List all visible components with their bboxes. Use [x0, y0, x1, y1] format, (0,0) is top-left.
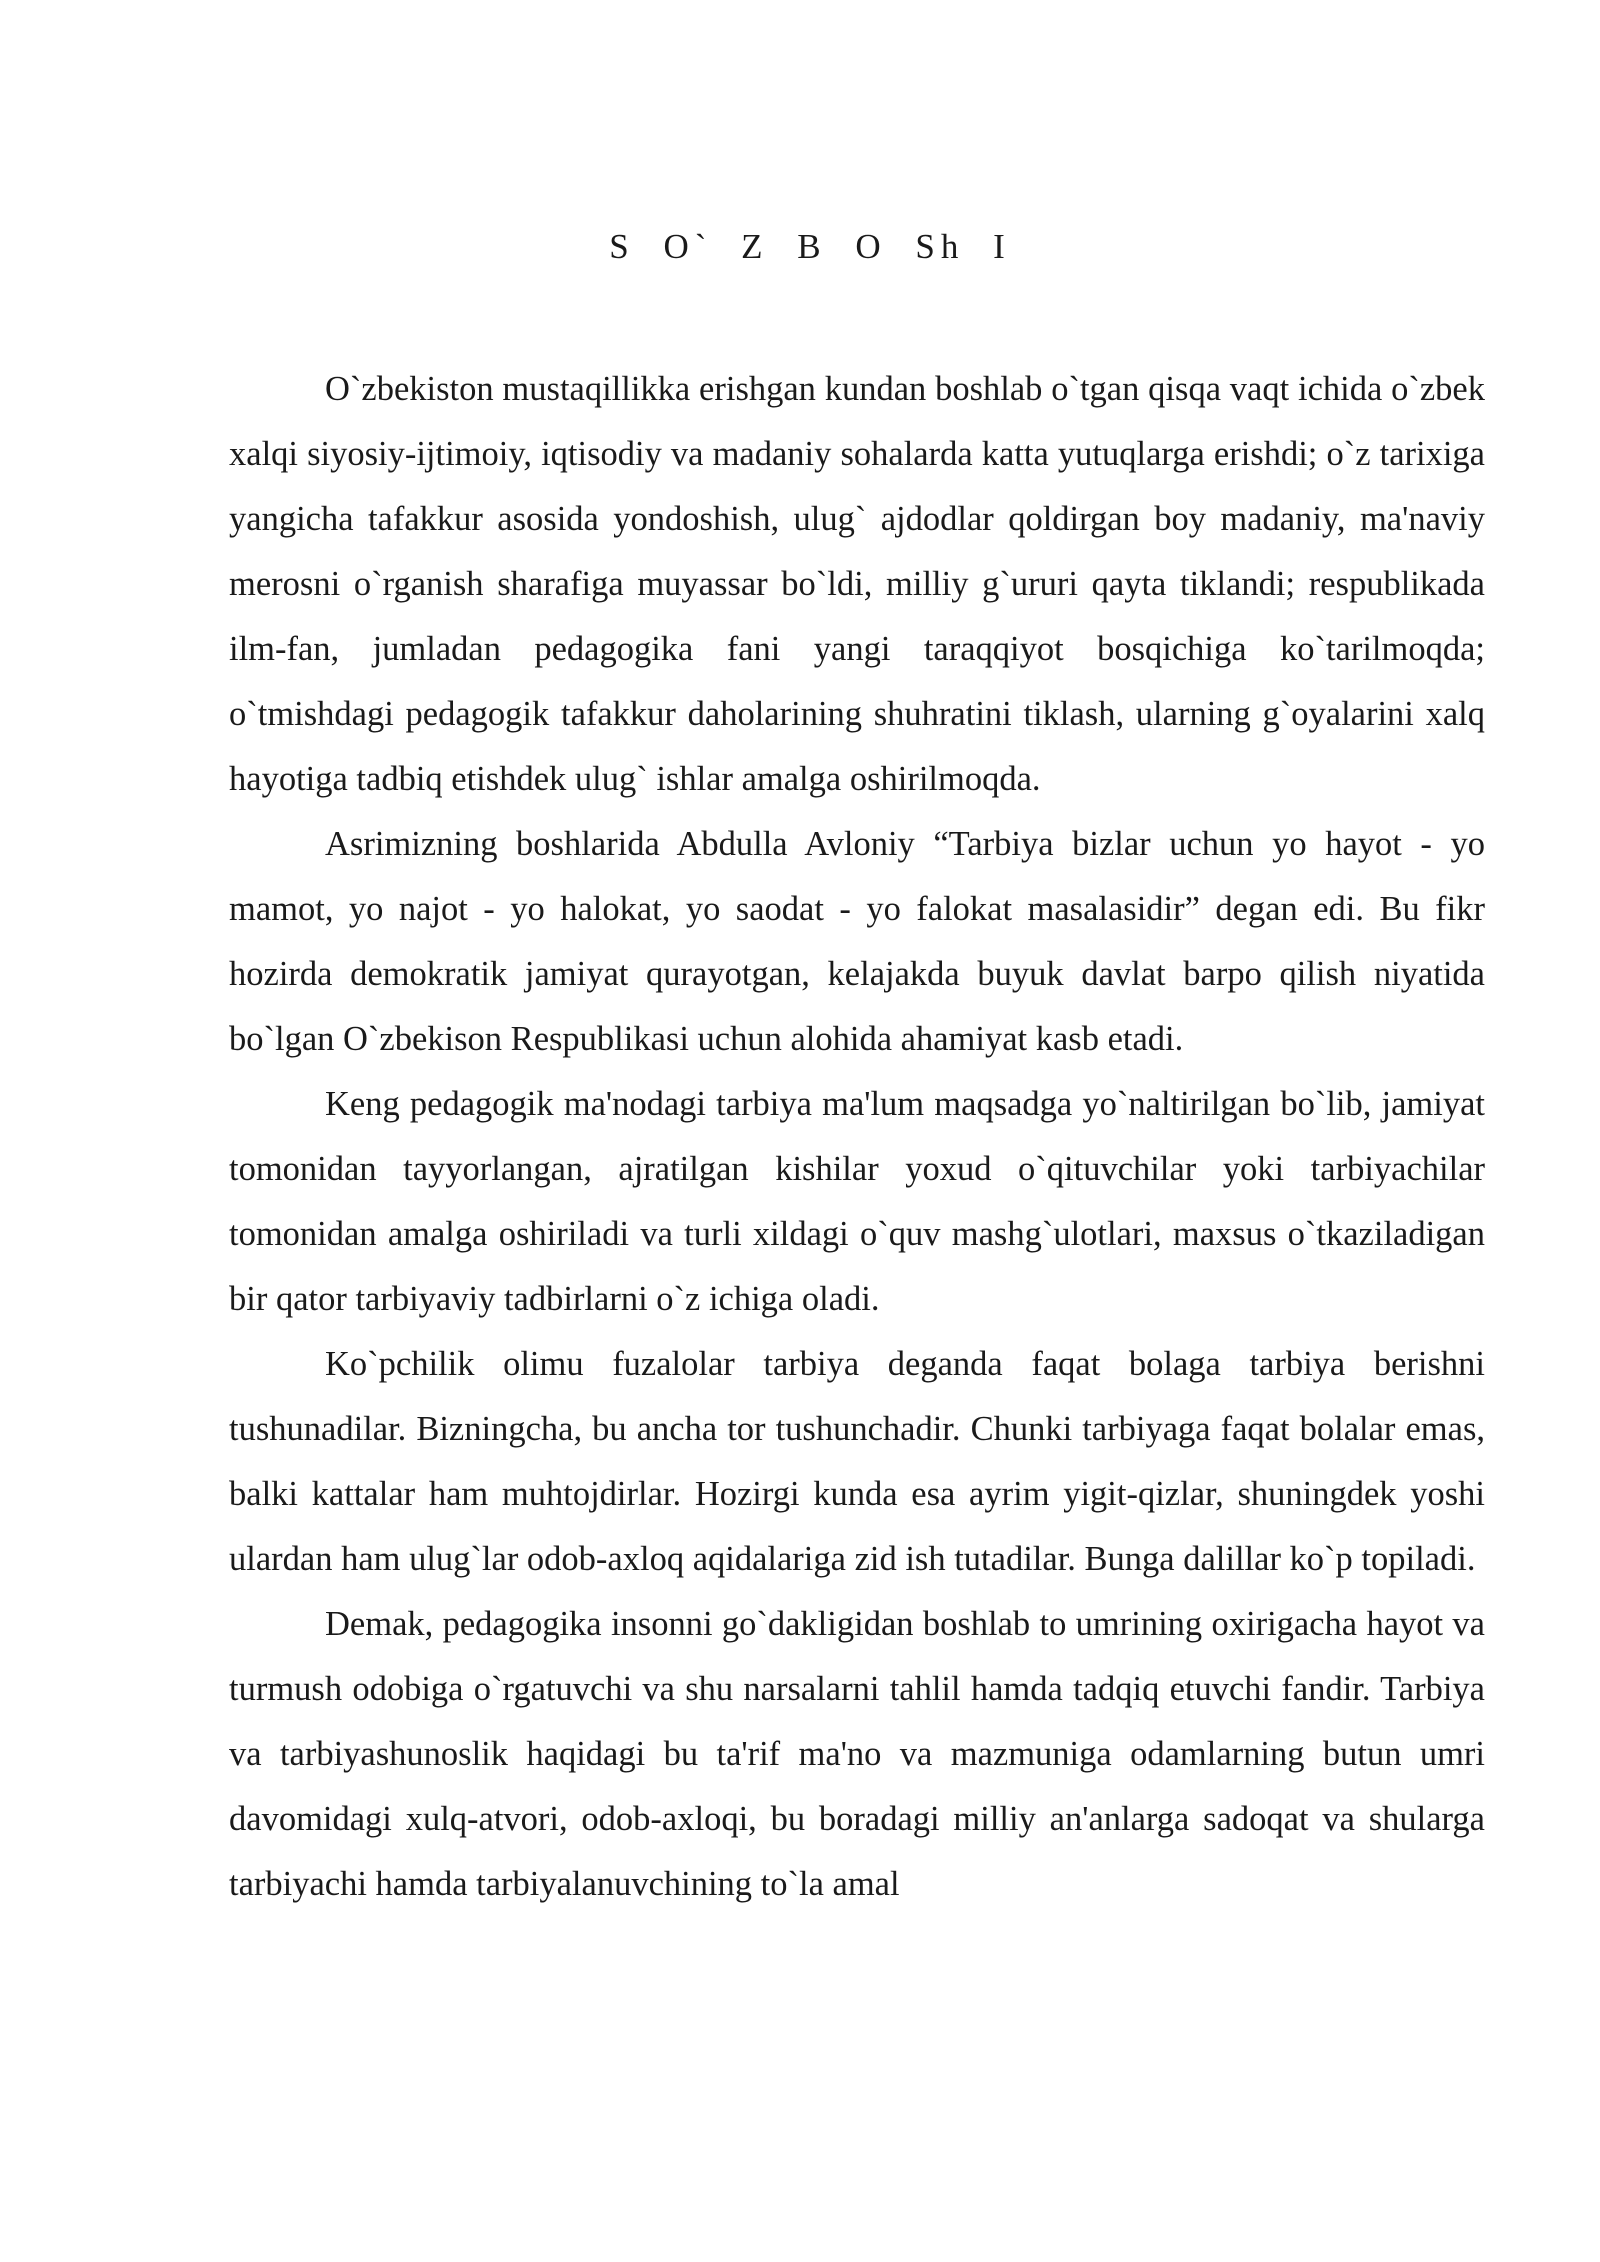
- paragraph-1: O`zbekiston mustaqillikka erishgan kundan boshlab o`tgan qisqa vaqt ichida o`zbek xalqi siyosiy-ijtimoiy, iqtisodiy va madaniy sohalarda katta yutuqlarga erishdi; o`z tarixiga yangicha tafakkur asosida yondoshish, ulug` ajdodlar qoldirgan boy madaniy, ma'naviy merosni o`rganish sharafiga muyassar bo`ldi, milliy g`ururi qayta tiklandi; respublikada ilm-fan, jumladan pedagogika fani yangi taraqqiyot bosqichiga ko`tarilmoqda; o`tmishdagi pedagogik tafakkur daholarining shuhratini tiklash, ularning g`oyalarini xalq hayotiga tadbiq etishdek ulug` ishlar amalga oshirilmoqda.: [229, 370, 1485, 798]
- document-title: S O` Z B O Sh I: [609, 227, 1011, 266]
- paragraph-5: Demak, pedagogika insonni go`dakligidan boshlab to umrining oxirigacha hayot va turmush odobiga o`rgatuvchi va shu narsalarni tahlil hamda tadqiq etuvchi fandir. Tarbiya va tarbiyashunoslik haqidagi bu ta'rif ma'no va mazmuniga odamlarning butun umri davomidagi xulq-atvori, odob-axloqi, bu boradagi milliy an'anlarga sadoqat va shularga tarbiyachi hamda tarbiyalanuvchining to`la amal: [229, 1605, 1485, 1903]
- document-body: [229, 357, 1485, 1917]
- paragraph-3: Keng pedagogik ma'nodagi tarbiya ma'lum maqsadga yo`naltirilgan bo`lib, jamiyat tomonidan tayyorlangan, ajratilgan kishilar yoxud o`qituvchilar yoki tarbiyachilar tomonidan amalga oshiriladi va turli xildagi o`quv mashg`ulotlari, maxsus o`tkaziladigan bir qator tarbiyaviy tadbirlarni o`z ichiga oladi.: [229, 1085, 1485, 1318]
- paragraph-4: Ko`pchilik olimu fuzalolar tarbiya deganda faqat bolaga tarbiya berishni tushunadilar. Bizningcha, bu ancha tor tushunchadir. Chunki tarbiyaga faqat bolalar emas, balki kattalar ham muhtojdirlar. Hozirgi kunda esa ayrim yigit-qizlar, shuningdek yoshi ulardan ham ulug`lar odob-axloq aqidalariga zid ish tutadilar. Bunga dalillar ko`p topiladi.: [229, 1345, 1485, 1578]
- paragraph-2: Asrimizning boshlarida Abdulla Avloniy “Tarbiya bizlar uchun yo hayot - yo mamot, yo najot - yo halokat, yo saodat - yo falokat masalasidir” degan edi. Bu fikr hozirda demokratik jamiyat qurayotgan, kelajakda buyuk davlat barpo qilish niyatida bo`lgan O`zbekison Respublikasi uchun alohida ahamiyat kasb etadi.: [229, 825, 1485, 1058]
